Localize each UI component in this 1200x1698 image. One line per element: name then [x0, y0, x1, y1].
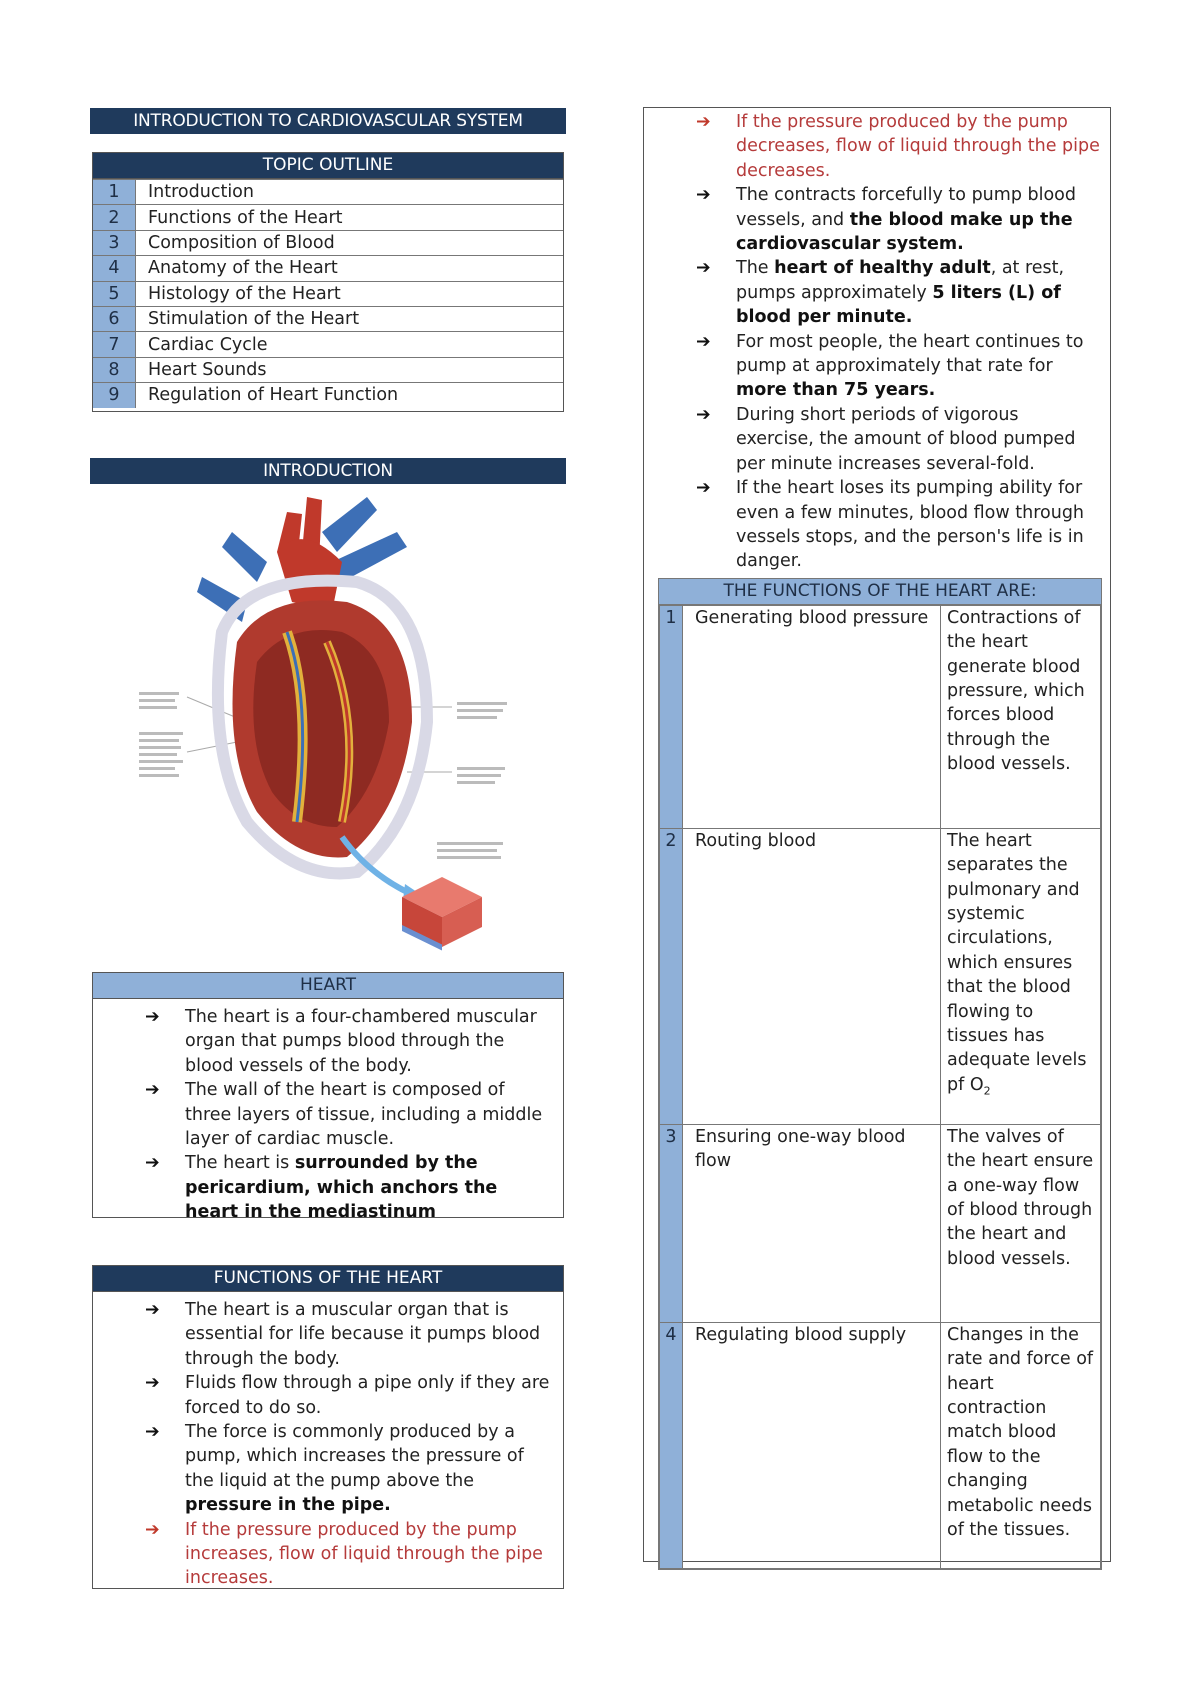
outline-number: 7	[93, 332, 136, 357]
functions-bullets	[93, 1292, 563, 1595]
arrow-right-icon: ➔	[145, 1080, 160, 1101]
outline-label: Anatomy of the Heart	[136, 256, 564, 281]
arrow-right-icon: ➔	[696, 258, 711, 279]
functions-bullet: ➔ The heart is a muscular organ that is essential for life because it pumps blood through the body.	[145, 1300, 541, 1369]
arrow-right-icon: ➔	[696, 185, 711, 206]
outline-label: Composition of Blood	[136, 230, 564, 255]
outline-row	[93, 357, 563, 382]
arrow-right-icon: ➔	[145, 1153, 160, 1174]
outline-number: 5	[93, 281, 136, 306]
right-bullet: ➔ For most people, the heart continues to pump at approximately that rate for more than 75 years.	[696, 331, 1084, 401]
row-number: 4	[660, 1322, 683, 1568]
functions-table-header: THE FUNCTIONS OF THE HEART ARE:	[659, 579, 1101, 605]
outline-row	[93, 230, 563, 255]
table-row	[660, 1124, 1101, 1322]
outline-row	[93, 180, 563, 205]
outline-label: Introduction	[136, 180, 564, 205]
arrow-right-icon: ➔	[696, 478, 711, 499]
heart-section-header: HEART	[93, 973, 563, 999]
arrow-right-icon: ➔	[145, 1422, 160, 1443]
outline-number: 6	[93, 306, 136, 331]
function-name: Generating blood pressure	[683, 605, 941, 828]
right-bullet: ➔ During short periods of vigorous exercise, the amount of blood pumped per minute increases several-fold.	[696, 404, 1076, 474]
outline-number: 3	[93, 230, 136, 255]
functions-bullet: ➔ Fluids flow through a pipe only if they are forced to do so.	[145, 1373, 550, 1418]
outline-number: 1	[93, 180, 136, 205]
right-bullet: ➔ The heart of healthy adult, at rest, pumps approximately 5 liters (L) of blood per minute.	[696, 258, 1065, 328]
function-name: Ensuring one-way blood flow	[683, 1124, 941, 1322]
outline-number: 2	[93, 205, 136, 230]
row-number: 2	[660, 828, 683, 1124]
functions-table-wrap	[658, 578, 1102, 1570]
page-title: INTRODUCTION TO CARDIOVASCULAR SYSTEM	[90, 108, 566, 134]
label-lines-right	[437, 702, 507, 859]
arrow-right-icon: ➔	[696, 112, 711, 132]
outline-label: Heart Sounds	[136, 357, 564, 382]
outline-number: 9	[93, 383, 136, 408]
heart-bullet: ➔ The heart is a four-chambered muscular organ that pumps blood through the blood vessels of the body.	[145, 1007, 537, 1076]
topic-outline-table	[93, 179, 563, 408]
right-bullets	[644, 108, 1110, 578]
function-description: The valves of the heart ensure a one-way flow of blood through the heart and blood vessels.	[941, 1124, 1101, 1322]
arrow-right-icon: ➔	[145, 1519, 160, 1540]
arrow-right-icon: ➔	[145, 1300, 160, 1320]
right-bullet: ➔ The contracts forcefully to pump blood vessels, and the blood make up the cardiovascular system.	[696, 185, 1076, 255]
arrow-right-icon: ➔	[145, 1007, 160, 1027]
outline-row	[93, 332, 563, 357]
arrow-right-icon: ➔	[145, 1373, 160, 1394]
functions-section	[92, 1265, 564, 1589]
heart-bullets	[93, 999, 563, 1229]
outline-label: Regulation of Heart Function	[136, 383, 564, 408]
function-name: Routing blood	[683, 828, 941, 1124]
outline-row	[93, 205, 563, 230]
table-row	[660, 605, 1101, 828]
right-bullet: ➔ If the heart loses its pumping ability for even a few minutes, blood flow through vessels stops, and the person's life is in danger.	[696, 478, 1085, 572]
arrow-right-icon: ➔	[696, 404, 711, 425]
table-row	[660, 828, 1101, 1124]
outline-label: Stimulation of the Heart	[136, 306, 564, 331]
function-description: The heart separates the pulmonary and systemic circulations, which ensures that the blood flowing to tissues has adequate levels pf $O_2$	[941, 828, 1101, 1124]
outline-row	[93, 306, 563, 331]
tissue-sample	[402, 877, 482, 951]
o2-subscript: 2	[983, 1084, 991, 1098]
topic-outline-header: TOPIC OUTLINE	[93, 153, 563, 179]
outline-row	[93, 281, 563, 306]
outline-number: 4	[93, 256, 136, 281]
function-name: Regulating blood supply	[683, 1322, 941, 1568]
arrow-right-icon: ➔	[696, 331, 711, 352]
functions-section-header: FUNCTIONS OF THE HEART	[93, 1266, 563, 1292]
right-bullet: ➔ If the pressure produced by the pump decreases, flow of liquid through the pipe decreases.	[696, 112, 1100, 181]
function-description: Changes in the rate and force of heart contraction match blood flow to the changing metabolic needs of the tissues.	[941, 1322, 1101, 1568]
functions-bullet: ➔ The force is commonly produced by a pump, which increases the pressure of the liquid at the pump above the pressure in the pipe.	[145, 1422, 524, 1516]
label-lines-left	[139, 692, 183, 777]
functions-bullet: ➔ If the pressure produced by the pump increases, flow of liquid through the pipe increases.	[145, 1519, 543, 1589]
heart-section	[92, 972, 564, 1223]
outline-label: Functions of the Heart	[136, 205, 564, 230]
heart-illustration	[127, 492, 527, 962]
row-number: 1	[660, 605, 683, 828]
table-row	[660, 1322, 1101, 1568]
heart-bullet: ➔ The heart is surrounded by the pericardium, which anchors the heart in the mediastinum	[145, 1153, 498, 1223]
outline-label: Cardiac Cycle	[136, 332, 564, 357]
functions-table	[659, 605, 1101, 1569]
heart-bullet: ➔ The wall of the heart is composed of three layers of tissue, including a middle layer of cardiac muscle.	[145, 1080, 543, 1150]
outline-row	[93, 383, 563, 408]
topic-outline	[92, 152, 564, 412]
outline-number: 8	[93, 357, 136, 382]
outline-label: Histology of the Heart	[136, 281, 564, 306]
outline-row	[93, 256, 563, 281]
row-number: 3	[660, 1124, 683, 1322]
introduction-header: INTRODUCTION	[90, 458, 566, 484]
function-description: Contractions of the heart generate blood pressure, which forces blood through the blood vessels.	[941, 605, 1101, 828]
right-column	[643, 107, 1111, 1562]
